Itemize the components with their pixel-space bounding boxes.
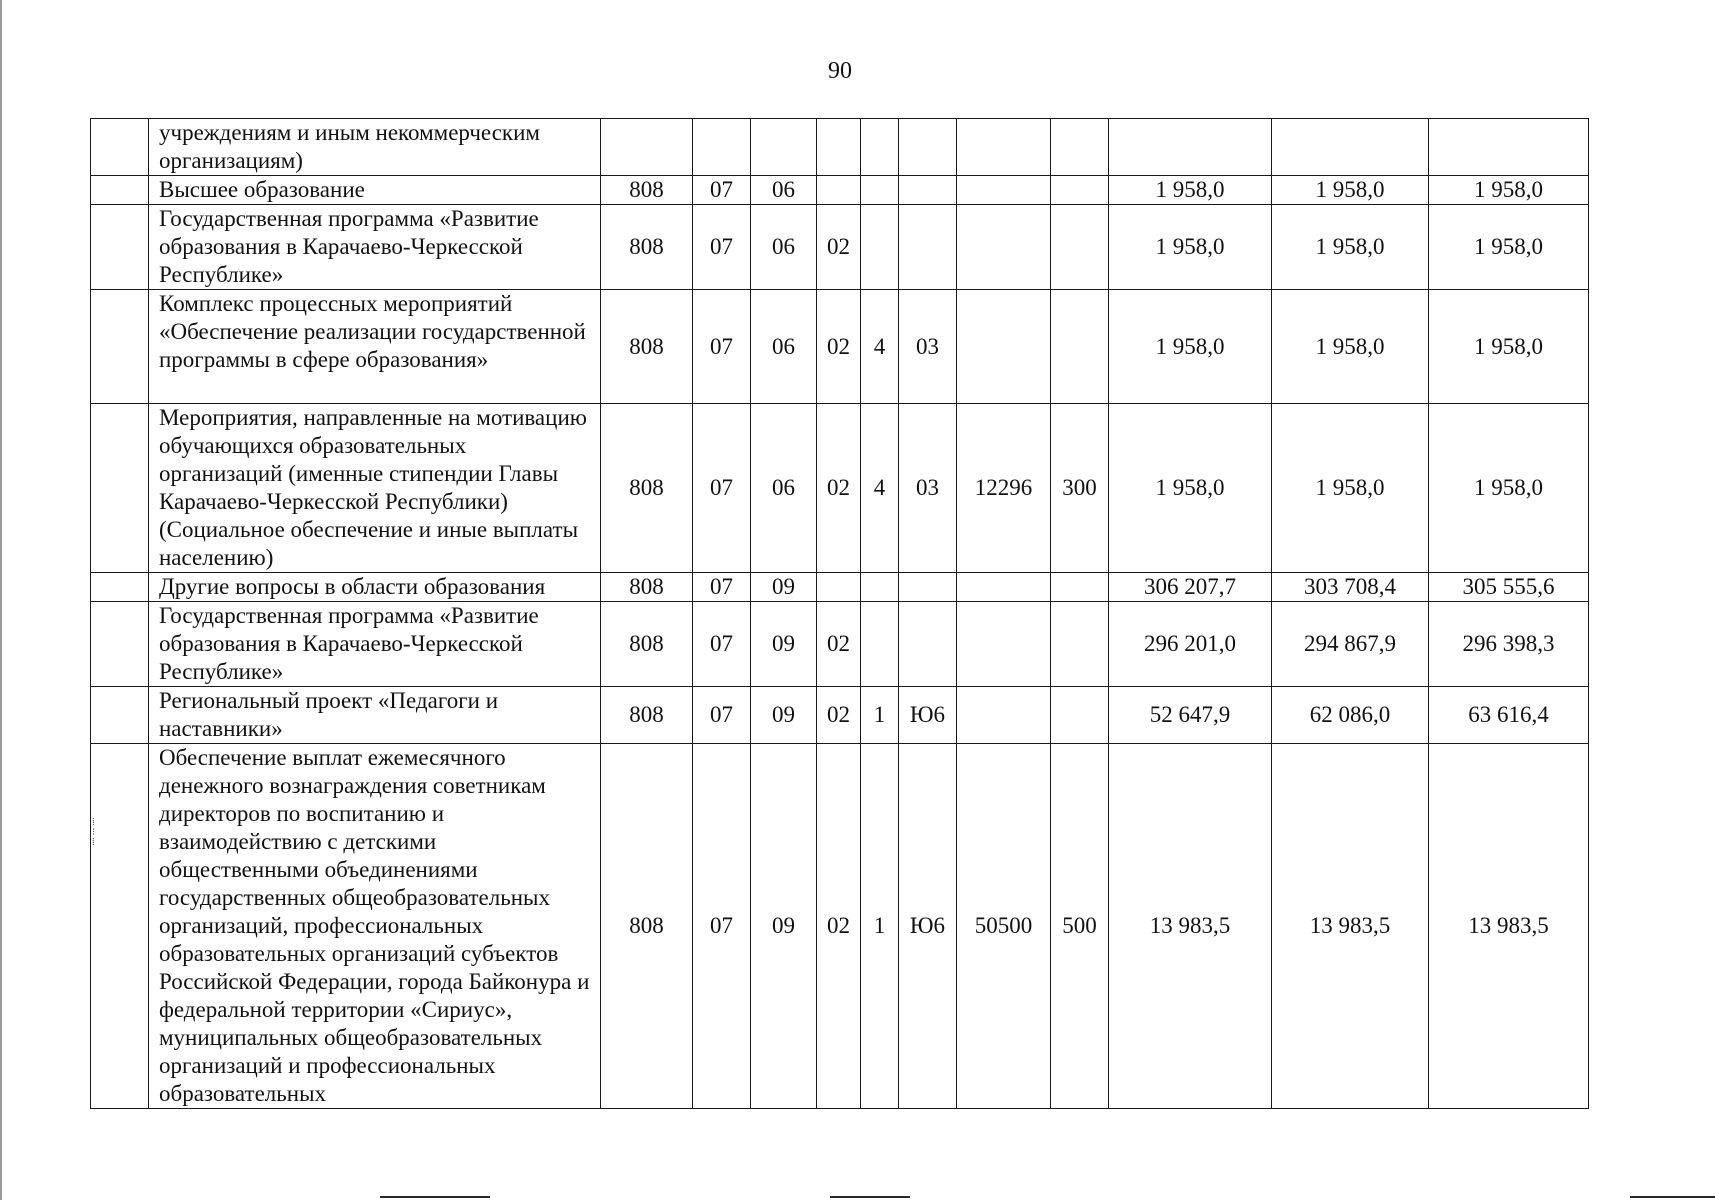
code-cell-c1: 808 [601,602,693,687]
code-cell-c5: 1 [861,687,899,744]
amount-cell-v1 [1109,119,1272,176]
row-index-cell [91,119,149,176]
code-cell-c3 [751,119,817,176]
row-index-cell [91,176,149,205]
amount-cell-v2: 13 983,5 [1272,744,1429,1109]
code-cell-c1: 808 [601,290,693,404]
code-cell-c6 [899,205,957,290]
code-cell-c1 [601,119,693,176]
row-name-cell: Государственная программа «Развитие образования в Карачаево-Черкесской Республике» [149,602,601,687]
code-cell-c5: 4 [861,290,899,404]
code-cell-c4: 02 [817,687,861,744]
page-edge [0,0,2,1200]
row-index-cell [91,602,149,687]
table-row [91,205,1589,290]
code-cell-c7 [957,205,1051,290]
code-cell-c5 [861,176,899,205]
code-cell-c7 [957,573,1051,602]
code-cell-c7 [957,687,1051,744]
table-row [91,404,1589,573]
code-cell-c1: 808 [601,176,693,205]
code-cell-c8 [1051,687,1109,744]
code-cell-c4: 02 [817,404,861,573]
code-cell-c2: 07 [693,687,751,744]
code-cell-c4: 02 [817,205,861,290]
bottom-rule [1630,1196,1715,1198]
table-row [91,119,1589,176]
amount-cell-v3: 305 555,6 [1429,573,1589,602]
budget-table [90,118,1589,1109]
code-cell-c6: Ю6 [899,687,957,744]
code-cell-c7 [957,290,1051,404]
code-cell-c4 [817,176,861,205]
code-cell-c8: 500 [1051,744,1109,1109]
row-name-cell: Региональный проект «Педагоги и наставники» [149,687,601,744]
code-cell-c8 [1051,176,1109,205]
amount-cell-v3: 1 958,0 [1429,205,1589,290]
row-name-cell: Государственная программа «Развитие образования в Карачаево-Черкесской Республике» [149,205,601,290]
row-index-cell [91,687,149,744]
amount-cell-v2: 303 708,4 [1272,573,1429,602]
code-cell-c4: 02 [817,290,861,404]
amount-cell-v2: 1 958,0 [1272,290,1429,404]
amount-cell-v3: 13 983,5 [1429,744,1589,1109]
amount-cell-v1: 1 958,0 [1109,176,1272,205]
code-cell-c4 [817,573,861,602]
code-cell-c3: 06 [751,404,817,573]
code-cell-c6: 03 [899,290,957,404]
amount-cell-v3: 1 958,0 [1429,404,1589,573]
row-name-cell: Комплекс процессных мероприятий «Обеспечение реализации государственной программы в сфере образования» [149,290,601,404]
code-cell-c8 [1051,119,1109,176]
code-cell-c6 [899,176,957,205]
code-cell-c5 [861,119,899,176]
amount-cell-v2: 1 958,0 [1272,205,1429,290]
code-cell-c2: 07 [693,573,751,602]
amount-cell-v3 [1429,119,1589,176]
code-cell-c3: 06 [751,290,817,404]
code-cell-c2: 07 [693,602,751,687]
code-cell-c4 [817,119,861,176]
code-cell-c5: 1 [861,744,899,1109]
code-cell-c7: 12296 [957,404,1051,573]
amount-cell-v1: 13 983,5 [1109,744,1272,1109]
code-cell-c1: 808 [601,687,693,744]
code-cell-c5 [861,573,899,602]
code-cell-c6 [899,573,957,602]
amount-cell-v1: 296 201,0 [1109,602,1272,687]
code-cell-c1: 808 [601,404,693,573]
margin-stamp-mark: ⁞ ⁝ ⁞ [92,817,96,848]
table-row [91,290,1589,404]
code-cell-c1: 808 [601,744,693,1109]
code-cell-c4: 02 [817,744,861,1109]
row-name-cell: Высшее образование [149,176,601,205]
row-name-cell: Другие вопросы в области образования [149,573,601,602]
code-cell-c2: 07 [693,744,751,1109]
code-cell-c7 [957,176,1051,205]
code-cell-c5: 4 [861,404,899,573]
page-number: 90 [828,58,852,84]
row-index-cell [91,573,149,602]
code-cell-c1: 808 [601,205,693,290]
code-cell-c4: 02 [817,602,861,687]
amount-cell-v3: 296 398,3 [1429,602,1589,687]
code-cell-c1: 808 [601,573,693,602]
code-cell-c6 [899,119,957,176]
row-name-cell: учреждениям и иным некоммерческим организациям) [149,119,601,176]
code-cell-c8 [1051,602,1109,687]
row-name-cell: Обеспечение выплат ежемесячного денежного вознаграждения советникам директоров по воспитанию и взаимодействию с детскими общественными объединениями государственных общеобразовательных организаций, профессиональных образовательных организаций субъектов Российской Федерации, города Байконура и федеральной территории «Сириус», муниципальных общеобразовательных организаций и профессиональных образовательных [149,744,601,1109]
table-body [91,119,1589,1109]
code-cell-c2: 07 [693,404,751,573]
table-row [91,602,1589,687]
bottom-rule [380,1196,490,1198]
code-cell-c7 [957,119,1051,176]
amount-cell-v2: 1 958,0 [1272,176,1429,205]
table-row [91,573,1589,602]
row-index-cell [91,290,149,404]
amount-cell-v1: 52 647,9 [1109,687,1272,744]
amount-cell-v1: 306 207,7 [1109,573,1272,602]
code-cell-c5 [861,602,899,687]
code-cell-c5 [861,205,899,290]
table-row [91,176,1589,205]
amount-cell-v2: 62 086,0 [1272,687,1429,744]
amount-cell-v2: 294 867,9 [1272,602,1429,687]
amount-cell-v1: 1 958,0 [1109,205,1272,290]
code-cell-c6: 03 [899,404,957,573]
code-cell-c2: 07 [693,176,751,205]
row-index-cell [91,404,149,573]
code-cell-c8: 300 [1051,404,1109,573]
code-cell-c2 [693,119,751,176]
amount-cell-v2: 1 958,0 [1272,404,1429,573]
code-cell-c3: 09 [751,602,817,687]
code-cell-c7: 50500 [957,744,1051,1109]
code-cell-c3: 09 [751,573,817,602]
code-cell-c6 [899,602,957,687]
code-cell-c2: 07 [693,290,751,404]
code-cell-c3: 06 [751,205,817,290]
code-cell-c3: 09 [751,744,817,1109]
code-cell-c8 [1051,290,1109,404]
code-cell-c7 [957,602,1051,687]
row-name-cell: Мероприятия, направленные на мотивацию обучающихся образовательных организаций (именные стипендии Главы Карачаево-Черкесской Республики) (Социальное обеспечение и иные выплаты населению) [149,404,601,573]
bottom-rule [830,1196,910,1198]
row-index-cell [91,744,149,1109]
amount-cell-v3: 1 958,0 [1429,176,1589,205]
table-row [91,687,1589,744]
code-cell-c2: 07 [693,205,751,290]
amount-cell-v1: 1 958,0 [1109,290,1272,404]
amount-cell-v1: 1 958,0 [1109,404,1272,573]
code-cell-c3: 09 [751,687,817,744]
code-cell-c3: 06 [751,176,817,205]
code-cell-c6: Ю6 [899,744,957,1109]
code-cell-c8 [1051,205,1109,290]
row-index-cell [91,205,149,290]
amount-cell-v2 [1272,119,1429,176]
amount-cell-v3: 63 616,4 [1429,687,1589,744]
table-row [91,744,1589,1109]
code-cell-c8 [1051,573,1109,602]
amount-cell-v3: 1 958,0 [1429,290,1589,404]
